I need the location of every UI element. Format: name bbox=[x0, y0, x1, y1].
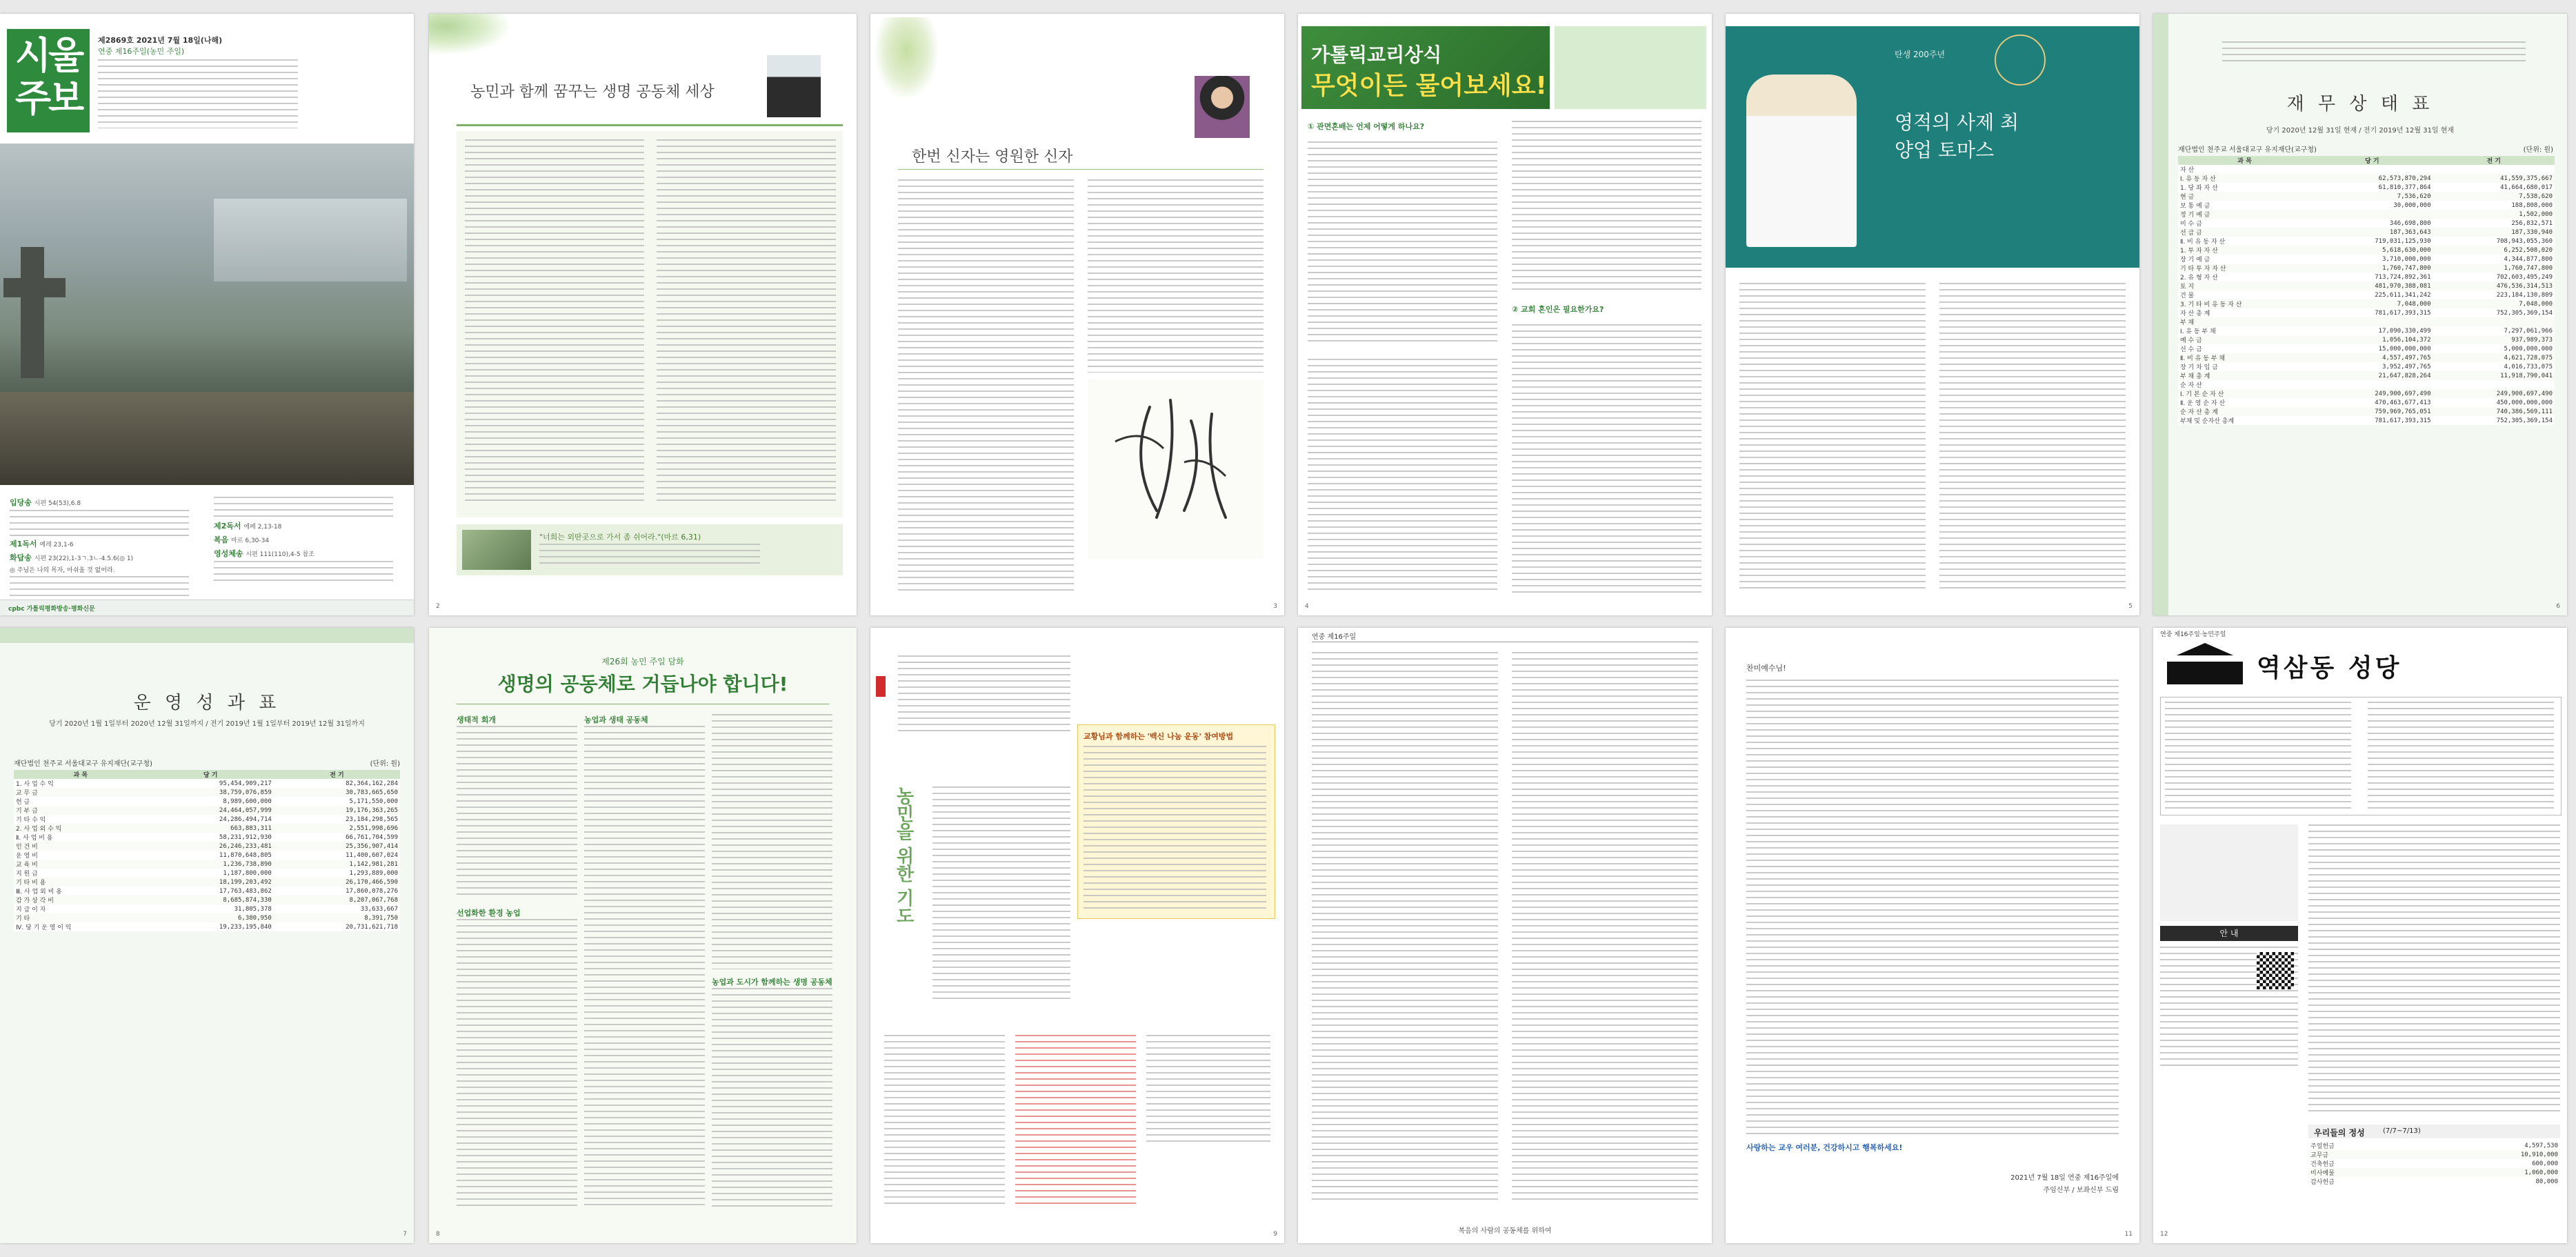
table-row bbox=[14, 833, 400, 842]
row-value: 82,364,162,284 bbox=[346, 780, 398, 787]
row-value: 256,832,571 bbox=[2511, 219, 2553, 227]
row-value: 4,016,733,075 bbox=[2504, 363, 2553, 370]
table-row bbox=[2178, 353, 2555, 362]
row-value: 476,536,314,513 bbox=[2496, 282, 2553, 290]
row-value: 1,142,981,281 bbox=[349, 860, 398, 868]
row-value: 58,231,912,930 bbox=[219, 833, 272, 841]
table-row bbox=[2178, 344, 2555, 353]
table-row bbox=[2178, 398, 2555, 407]
row-label: 기 부 금 bbox=[16, 808, 38, 815]
table-row bbox=[2178, 228, 2555, 237]
cover-footer: cpbc 가톨릭평화방송·평화신문 bbox=[0, 600, 414, 615]
row-label: 장 기 차 입 금 bbox=[2180, 364, 2218, 371]
page-2 bbox=[429, 14, 857, 615]
row-value: 17,763,483,862 bbox=[219, 887, 272, 895]
header: 연중 제16주일 bbox=[1312, 633, 1357, 641]
anniversary-emblem bbox=[1995, 34, 2046, 86]
row-label: Ⅰ. 유 동 부 채 bbox=[2180, 328, 2216, 335]
row-label: Ⅱ. 운 영 순 자 산 bbox=[2180, 400, 2226, 407]
section-3: 농업과 도시가 함께하는 생명 공동체 bbox=[712, 978, 832, 987]
row-label: 장 기 예 금 bbox=[2180, 257, 2210, 264]
table-row bbox=[14, 797, 400, 806]
page-10 bbox=[1298, 628, 1712, 1243]
row-label: 토 지 bbox=[2180, 284, 2195, 290]
row-value bbox=[2311, 210, 2433, 219]
row-value: 937,989,373 bbox=[2511, 336, 2553, 344]
row-label: 자 산 총 계 bbox=[2180, 310, 2210, 317]
banner-side bbox=[1555, 26, 1706, 109]
row-value: 5,000,000,000 bbox=[2504, 345, 2553, 353]
section-1: 생태적 회개 bbox=[457, 715, 496, 724]
row-value: 187,363,643 bbox=[2389, 228, 2431, 236]
row-value: 4,557,497,765 bbox=[2382, 354, 2431, 362]
row-label: 미 수 금 bbox=[2180, 221, 2202, 228]
notice-title: 안 내 bbox=[2160, 926, 2298, 941]
table-row bbox=[2178, 407, 2555, 416]
row-value: 4,597,530 bbox=[2524, 1142, 2558, 1149]
balance-title: 재 무 상 태 표 bbox=[2286, 94, 2434, 115]
row-value: 31,805,378 bbox=[234, 905, 272, 913]
row-label: Ⅰ. 유 동 자 산 bbox=[2180, 176, 2216, 183]
row-value bbox=[2433, 317, 2555, 326]
row-value: 752,305,369,154 bbox=[2496, 417, 2553, 424]
qa-banner: 가톨릭교리상식 무엇이든 물어보세요! bbox=[1301, 26, 1550, 109]
table-row bbox=[2178, 237, 2555, 246]
table-row bbox=[2308, 1150, 2560, 1159]
row-label: Ⅲ. 사 업 외 비 용 bbox=[16, 889, 62, 895]
row-value: 30,000,000 bbox=[2393, 201, 2431, 209]
table-row bbox=[2178, 174, 2555, 183]
table-row bbox=[2178, 255, 2555, 264]
row-value: 26,170,466,590 bbox=[346, 878, 398, 886]
row-value: 223,184,130,809 bbox=[2496, 291, 2553, 299]
table-row bbox=[2178, 371, 2555, 380]
row-value: 187,330,940 bbox=[2511, 228, 2553, 236]
page-number: 9 bbox=[1273, 1231, 1277, 1238]
row-label: 부채 및 순자산 총계 bbox=[2180, 418, 2235, 425]
row-value: 1,760,747,800 bbox=[2382, 264, 2431, 272]
table-row bbox=[2178, 264, 2555, 273]
row-label: 3. 기 타 비 유 동 자 산 bbox=[2180, 301, 2242, 308]
page-11 bbox=[1726, 628, 2139, 1243]
page-number: 4 bbox=[1305, 603, 1309, 610]
row-value: 24,286,494,714 bbox=[219, 815, 272, 823]
row-label: 부 채 bbox=[2180, 319, 2195, 326]
row-label: 1. 투 자 자 산 bbox=[2180, 248, 2218, 255]
row-label: 교 육 비 bbox=[16, 862, 38, 869]
row-value: 19,233,195,840 bbox=[219, 923, 272, 931]
row-value: 7,048,000 bbox=[2519, 300, 2553, 308]
table-row bbox=[2178, 389, 2555, 398]
row-label: 기 타 비 용 bbox=[16, 880, 46, 887]
row-value: 7,536,620 bbox=[2397, 192, 2431, 200]
row-label: 자 산 bbox=[2180, 167, 2195, 174]
finance-title: 우리들의 정성 (7/7~7/13) bbox=[2308, 1125, 2560, 1138]
table-row bbox=[14, 869, 400, 878]
quote-box bbox=[457, 524, 843, 575]
row-value bbox=[2311, 380, 2433, 389]
table-row bbox=[2178, 192, 2555, 201]
page-7 bbox=[0, 628, 414, 1243]
row-value: 1,187,800,000 bbox=[223, 869, 272, 877]
page-12 bbox=[2153, 628, 2567, 1243]
leaf-decoration bbox=[429, 14, 512, 55]
table-row bbox=[2178, 210, 2555, 219]
vaccine-notice: 교황님과 함께하는 '백신 나눔 운동' 참여방법 bbox=[1077, 724, 1275, 919]
table-row bbox=[2178, 281, 2555, 290]
row-value: 11,918,790,041 bbox=[2500, 372, 2553, 379]
unit: (단위: 원) bbox=[2523, 146, 2553, 154]
row-value: 66,761,704,599 bbox=[346, 833, 398, 841]
table-row bbox=[14, 779, 400, 788]
sign-date: 2021년 7월 18일 연중 제16주일에 bbox=[2010, 1174, 2119, 1182]
table-row bbox=[14, 887, 400, 895]
row-label: 교 무 금 bbox=[16, 790, 38, 797]
page-number: 12 bbox=[2160, 1231, 2168, 1238]
row-value: 752,305,369,154 bbox=[2496, 309, 2553, 317]
article-body bbox=[457, 131, 843, 517]
row-value: 25,356,907,414 bbox=[346, 842, 398, 850]
subtitle: 연중 제16주일(농민 주일) bbox=[98, 47, 185, 56]
article-title: 농민과 함께 꿈꾸는 생명 공동체 세상 bbox=[470, 83, 715, 101]
row-value bbox=[2433, 165, 2555, 174]
icon-block bbox=[2160, 824, 2298, 921]
row-value: 7,048,000 bbox=[2397, 300, 2431, 308]
section-4: 선업화한 환경 농업 bbox=[457, 909, 521, 918]
row-label: 선 급 금 bbox=[2180, 230, 2202, 237]
page-number: 6 bbox=[2556, 603, 2560, 610]
row-label: Ⅱ. 비 유 동 부 채 bbox=[2180, 355, 2226, 362]
table-row bbox=[2178, 317, 2555, 326]
row-label: 건 물 bbox=[2180, 293, 2195, 299]
refrain: ◎ 주님은 나의 목자, 아쉬울 것 없어라. bbox=[10, 567, 115, 574]
row-label: 교무금 bbox=[2310, 1152, 2329, 1159]
readings: 입당송 시편 54(53),6.8 제1독서 예레 23,1-6 화답송 시편 23(22),1-3ㄱ.3ㄴ-4.5.6(◎ 1) ◎ 주님은 나의 목자, 아쉬울 것 없어라. bbox=[10, 497, 196, 599]
row-value: 8,989,600,000 bbox=[223, 798, 272, 805]
row-label: 인 건 비 bbox=[16, 844, 38, 851]
balance-table: 과 목 당 기 전 기 자 산 Ⅰ. 유 동 자 산 62,573,870,294 41,559,375,667 1. 당 좌 자 산 61,810,377,864 41,664,680,017 현 금 7,536,620 7,538,620 보 통 예 금 30,000,000 188,808,000 정 기 예 금 1,502,000 미 수 금 346,698,800 256,832,571 선 급 금 187,363,643 187,330,940 Ⅱ. 비 유 동 자 산 719,031,125,930 708,943,055,360 1. 투 자 자 산 5,618,630,000 6,252,508,020 장 기 예 금 3,710,000,000 4,344,877,800 기 타 투 자 자 산 1,760,747,800 1,760,747,800 2. 유 형 자 산 713,724,892,361 702,603,495,249 토 지 481,970,388,081 476,536,314,513 건 물 225,611,341,242 223,184,130,809 3. 기 타 비 유 동 자 산 7,048,000 7,048,000 자 산 총 계 781,617,393,315 752,305,369,154 부 채 Ⅰ. 유 동 부 채 17,090,330,499 7,297,061,966 예 수 금 1,056,104,372 937,989,373 선 수 금 15,000,000,000 5,000,000,000 Ⅱ. 비 유 동 부 채 4,557,497,765 4,621,728,075 장 기 차 입 금 3,952,497,765 4,016,733,075 부 채 총 계 21,647,828,264 11,918,790,041 순 자 산 Ⅰ. 기 본 순 자 산 249,900,697,490 249,900,697,490 Ⅱ. 운 영 순 자 산 470,463,677,413 450,000,000,000 순 자 산 총 계 759,969,765,051 740,386,569,111 부채 및 순자산 총계 781,617,393,315 752,305,369,154 bbox=[2178, 156, 2555, 425]
author-photo bbox=[1195, 76, 1250, 138]
row-value: 759,969,765,051 bbox=[2375, 408, 2431, 415]
table-row bbox=[2178, 326, 2555, 335]
signature: 주임신부 / 보좌신부 드림 bbox=[2043, 1187, 2119, 1194]
table-row bbox=[2178, 308, 2555, 317]
row-value: 24,464,057,999 bbox=[219, 806, 272, 814]
side-notices bbox=[2308, 824, 2560, 1114]
row-value: 1,236,738,890 bbox=[223, 860, 272, 868]
row-value: 11,400,607,024 bbox=[346, 851, 398, 859]
row-label: 기 타 수 익 bbox=[16, 817, 46, 824]
row-label: 기 타 bbox=[16, 915, 30, 922]
page-number: 5 bbox=[2128, 603, 2133, 610]
table-row bbox=[2178, 416, 2555, 425]
table-row bbox=[14, 860, 400, 869]
row-value: 450,000,000,000 bbox=[2496, 399, 2553, 406]
table-row bbox=[14, 815, 400, 824]
row-value: 1,760,747,800 bbox=[2504, 264, 2553, 272]
row-label: Ⅰ. 기 본 순 자 산 bbox=[2180, 391, 2224, 398]
row-value: 5,618,630,000 bbox=[2382, 246, 2431, 254]
row-value: 708,943,055,360 bbox=[2496, 237, 2553, 245]
row-value: 33,633,667 bbox=[360, 905, 398, 913]
row-label: 순 자 산 bbox=[2180, 382, 2202, 389]
row-value: 4,621,728,075 bbox=[2504, 354, 2553, 362]
row-label: 2. 유 형 자 산 bbox=[2180, 275, 2218, 281]
row-value: 6,252,508,020 bbox=[2504, 246, 2553, 254]
row-value: 8,391,750 bbox=[364, 914, 398, 922]
row-value: 95,454,909,217 bbox=[219, 780, 272, 787]
row-label: Ⅱ. 비 유 동 자 산 bbox=[2180, 239, 2226, 246]
closing: 사랑하는 교우 여러분, 건강하시고 행복하세요! bbox=[1746, 1143, 1903, 1152]
row-label: 운 영 비 bbox=[16, 853, 38, 860]
table-row bbox=[14, 842, 400, 851]
masthead: 시울 주보 bbox=[7, 29, 90, 132]
table-row bbox=[2178, 183, 2555, 192]
row-value: 2,551,998,696 bbox=[349, 824, 398, 832]
table-row bbox=[2178, 299, 2555, 308]
table-row bbox=[2178, 335, 2555, 344]
table-row bbox=[14, 806, 400, 815]
table-row bbox=[2178, 273, 2555, 281]
row-value: 740,386,569,111 bbox=[2496, 408, 2553, 415]
footer: 복음의 사람의 공동체를 위하여 bbox=[1458, 1227, 1552, 1235]
row-value: 702,603,495,249 bbox=[2496, 273, 2553, 281]
row-label: 예 수 금 bbox=[2180, 337, 2202, 344]
quote: "너희는 외딴곳으로 가서 좀 쉬어라."(마르 6,31) bbox=[539, 533, 701, 542]
row-value: 225,611,341,242 bbox=[2375, 291, 2431, 299]
priest-illustration bbox=[1746, 75, 1857, 247]
row-value bbox=[2311, 317, 2433, 326]
row-value: 15,000,000,000 bbox=[2378, 345, 2431, 353]
row-label: 1. 사 업 수 익 bbox=[16, 781, 54, 788]
page-number: 2 bbox=[436, 603, 440, 610]
row-label: 주일헌금 bbox=[2310, 1143, 2335, 1150]
page-cover bbox=[0, 14, 414, 615]
page-9 bbox=[870, 628, 1284, 1243]
table-row bbox=[14, 913, 400, 922]
row-value: 1,056,104,372 bbox=[2382, 336, 2431, 344]
page-4 bbox=[1298, 14, 1712, 615]
table-row bbox=[2178, 219, 2555, 228]
row-value: 6,380,950 bbox=[238, 914, 272, 922]
unit: (단위: 원) bbox=[370, 760, 400, 768]
row-label: 순 자 산 총 계 bbox=[2180, 409, 2218, 416]
row-value: 1,502,000 bbox=[2519, 210, 2553, 218]
row-value: 249,900,697,490 bbox=[2496, 390, 2553, 397]
row-value: 19,176,363,265 bbox=[346, 806, 398, 814]
income-table: 과 목 당 기 전 기 1. 사 업 수 익 95,454,909,217 82,364,162,284 교 무 금 38,759,076,859 30,783,665,650 헌 금 8,989,600,000 5,171,550,000 기 부 금 24,464,057,999 19,176,363,265 기 타 수 익 24,286,494,714 23,184,298,565 2. 사 업 외 수 익 663,883,311 2,551,998,696 Ⅱ. 사 업 비 용 58,231,912,930 66,761,704,599 인 건 비 26,246,233,481 25,356,907,414 운 영 비 11,870,648,805 11,400,607,024 교 육 비 1,236,738,890 1,142,981,281 지 원 금 1,187,800,000 1,293,889,000 기 타 비 용 18,199,203,492 26,170,466,590 Ⅲ. 사 업 외 비 용 17,763,483,862 17,860,078,276 감 가 상 각 비 8,685,874,330 8,207,067,768 지 급 이 자 31,805,378 33,633,667 기 타 6,380,950 8,391,750 Ⅳ. 당 기 운 영 이 익 19,233,195,840 20,731,621,718 bbox=[14, 770, 400, 931]
side-title: 농민을 위한 기도 bbox=[893, 786, 914, 925]
row-value: 1,293,889,000 bbox=[349, 869, 398, 877]
row-value: 62,573,870,294 bbox=[2378, 175, 2431, 182]
entity: 재단법인 천주교 서울대교구 유지재단(교구청) bbox=[14, 760, 152, 768]
income-title: 운 영 성 과 표 bbox=[133, 693, 281, 713]
row-value: 781,617,393,315 bbox=[2375, 417, 2431, 424]
row-value: 26,246,233,481 bbox=[219, 842, 272, 850]
row-value: 4,344,877,800 bbox=[2504, 255, 2553, 263]
row-value bbox=[2433, 380, 2555, 389]
page-number: 11 bbox=[2124, 1231, 2133, 1238]
row-value: 7,538,620 bbox=[2519, 192, 2553, 200]
table-row bbox=[14, 922, 400, 931]
article-title: 생명의 공동체로 거듭나야 합니다! bbox=[497, 673, 788, 695]
row-value: 10,910,000 bbox=[2520, 1151, 2558, 1158]
row-label: 감사헌금 bbox=[2310, 1179, 2335, 1186]
table-row bbox=[14, 895, 400, 904]
row-label: 정 기 예 금 bbox=[2180, 212, 2210, 219]
page-8 bbox=[429, 628, 857, 1243]
row-value: 7,297,061,966 bbox=[2504, 327, 2553, 335]
row-value: 188,808,000 bbox=[2511, 201, 2553, 209]
page-6 bbox=[2153, 14, 2567, 615]
table-row bbox=[14, 904, 400, 913]
calligraphy-art bbox=[1088, 379, 1264, 559]
row-label: 지 원 금 bbox=[16, 871, 38, 878]
greeting: 찬미예수님! bbox=[1746, 664, 1786, 673]
table-row bbox=[2308, 1177, 2560, 1186]
readings-right: 제2독서 에페 2,13-18 복음 마르 6,30-34 영성체송 시편 111(110),4-5 참조 bbox=[214, 497, 400, 582]
row-label: 미사예물 bbox=[2310, 1170, 2335, 1177]
row-label: 부 채 총 계 bbox=[2180, 373, 2210, 380]
row-value: 3,952,497,765 bbox=[2382, 363, 2431, 370]
row-label: Ⅱ. 사 업 비 용 bbox=[16, 835, 53, 842]
table-row bbox=[2178, 165, 2555, 174]
page-number: 7 bbox=[403, 1231, 407, 1238]
table-row bbox=[2308, 1159, 2560, 1168]
offering-table bbox=[2308, 1141, 2560, 1186]
row-value: 20,731,621,718 bbox=[346, 923, 398, 931]
row-value: 481,970,388,081 bbox=[2375, 282, 2431, 290]
row-value: 249,900,697,490 bbox=[2375, 390, 2431, 397]
article-title: 한번 신자는 영원한 신자 bbox=[912, 148, 1073, 166]
row-value: 41,664,680,017 bbox=[2500, 184, 2553, 191]
issue-line: 제2869호 2021년 7월 18일(나해) bbox=[98, 36, 223, 45]
row-value: 38,759,076,859 bbox=[219, 789, 272, 796]
row-label: Ⅳ. 당 기 운 영 이 익 bbox=[16, 924, 72, 931]
row-value: 11,870,648,805 bbox=[219, 851, 272, 859]
table-row bbox=[14, 788, 400, 797]
parish-logo bbox=[2167, 643, 2243, 684]
row-value: 8,207,067,768 bbox=[349, 896, 398, 904]
table-row bbox=[2308, 1168, 2560, 1177]
table-row bbox=[14, 878, 400, 887]
table-row bbox=[14, 824, 400, 833]
row-label: 기 타 투 자 자 산 bbox=[2180, 266, 2226, 273]
schedule bbox=[2160, 697, 2562, 815]
cover-photo bbox=[0, 143, 414, 485]
row-value: 1,060,000 bbox=[2524, 1169, 2558, 1176]
question-1: ① 관면혼배는 언제 어떻게 하나요? bbox=[1308, 122, 1425, 131]
qr-code bbox=[2257, 952, 2294, 989]
row-value: 17,860,078,276 bbox=[346, 887, 398, 895]
row-label: 현 금 bbox=[2180, 194, 2195, 201]
page-3 bbox=[870, 14, 1284, 615]
section-2: 농업과 생태 공동체 bbox=[584, 715, 648, 724]
row-label: 감 가 상 각 비 bbox=[16, 898, 54, 904]
kicker: 제26회 농민 주일 담화 bbox=[601, 657, 684, 666]
page-number: 8 bbox=[436, 1231, 440, 1238]
row-value: 41,559,375,667 bbox=[2500, 175, 2553, 182]
row-value bbox=[2311, 165, 2433, 174]
row-label: 1. 당 좌 자 산 bbox=[2180, 185, 2218, 192]
table-row bbox=[2178, 246, 2555, 255]
table-row bbox=[2178, 362, 2555, 371]
row-value: 8,685,874,330 bbox=[223, 896, 272, 904]
top-line: 연중 제16주일·농민주일 bbox=[2160, 631, 2226, 638]
table-row bbox=[2178, 290, 2555, 299]
row-value: 21,647,828,264 bbox=[2378, 372, 2431, 379]
author-photo bbox=[767, 55, 821, 117]
table-row bbox=[2178, 380, 2555, 389]
row-label: 헌 금 bbox=[16, 799, 30, 806]
entity: 재단법인 천주교 서울대교구 유지재단(교구청) bbox=[2178, 146, 2317, 154]
table-row bbox=[2308, 1141, 2560, 1150]
row-label: 지 급 이 자 bbox=[16, 907, 46, 913]
balance-period: 당기 2020년 12월 31일 현재 / 전기 2019년 12월 31일 현재 bbox=[2266, 127, 2455, 135]
row-value: 600,000 bbox=[2532, 1160, 2558, 1167]
parish-name: 역삼동 성당 bbox=[2257, 654, 2402, 682]
row-value: 18,199,203,492 bbox=[219, 878, 272, 886]
row-value: 3,710,000,000 bbox=[2382, 255, 2431, 263]
table-row bbox=[2178, 201, 2555, 210]
row-value: 17,090,330,499 bbox=[2378, 327, 2431, 335]
hero-banner: 탄생 200주년 영적의 사제 최양업 토마스 bbox=[1726, 26, 2139, 268]
row-label: 건축헌금 bbox=[2310, 1161, 2335, 1168]
page-number: 3 bbox=[1273, 603, 1277, 610]
row-label: 선 수 금 bbox=[2180, 346, 2202, 353]
tree-decoration bbox=[874, 17, 939, 100]
page-5 bbox=[1726, 14, 2139, 615]
row-value: 346,698,800 bbox=[2389, 219, 2431, 227]
row-value: 781,617,393,315 bbox=[2375, 309, 2431, 317]
income-period: 당기 2020년 1월 1일부터 2020년 12월 31일까지 / 전기 2019년 1월 1일부터 2019년 12월 31일까지 bbox=[49, 720, 365, 728]
row-value: 61,810,377,864 bbox=[2378, 184, 2431, 191]
row-value: 5,171,550,000 bbox=[349, 798, 398, 805]
row-label: 보 통 예 금 bbox=[2180, 203, 2210, 210]
row-value: 663,883,311 bbox=[230, 824, 272, 832]
calligraphy-box bbox=[1088, 379, 1264, 559]
row-value: 719,031,125,930 bbox=[2375, 237, 2431, 245]
row-value: 80,000 bbox=[2535, 1178, 2558, 1185]
row-value: 23,184,298,565 bbox=[346, 815, 398, 823]
question-2: ② 교회 혼인은 필요한가요? bbox=[1512, 305, 1604, 314]
table-row bbox=[14, 851, 400, 860]
small-grid bbox=[884, 1035, 1274, 1207]
row-value: 30,783,665,650 bbox=[346, 789, 398, 796]
row-value: 713,724,892,361 bbox=[2375, 273, 2431, 281]
row-value: 470,463,677,413 bbox=[2375, 399, 2431, 406]
row-label: 2. 사 업 외 수 익 bbox=[16, 826, 62, 833]
